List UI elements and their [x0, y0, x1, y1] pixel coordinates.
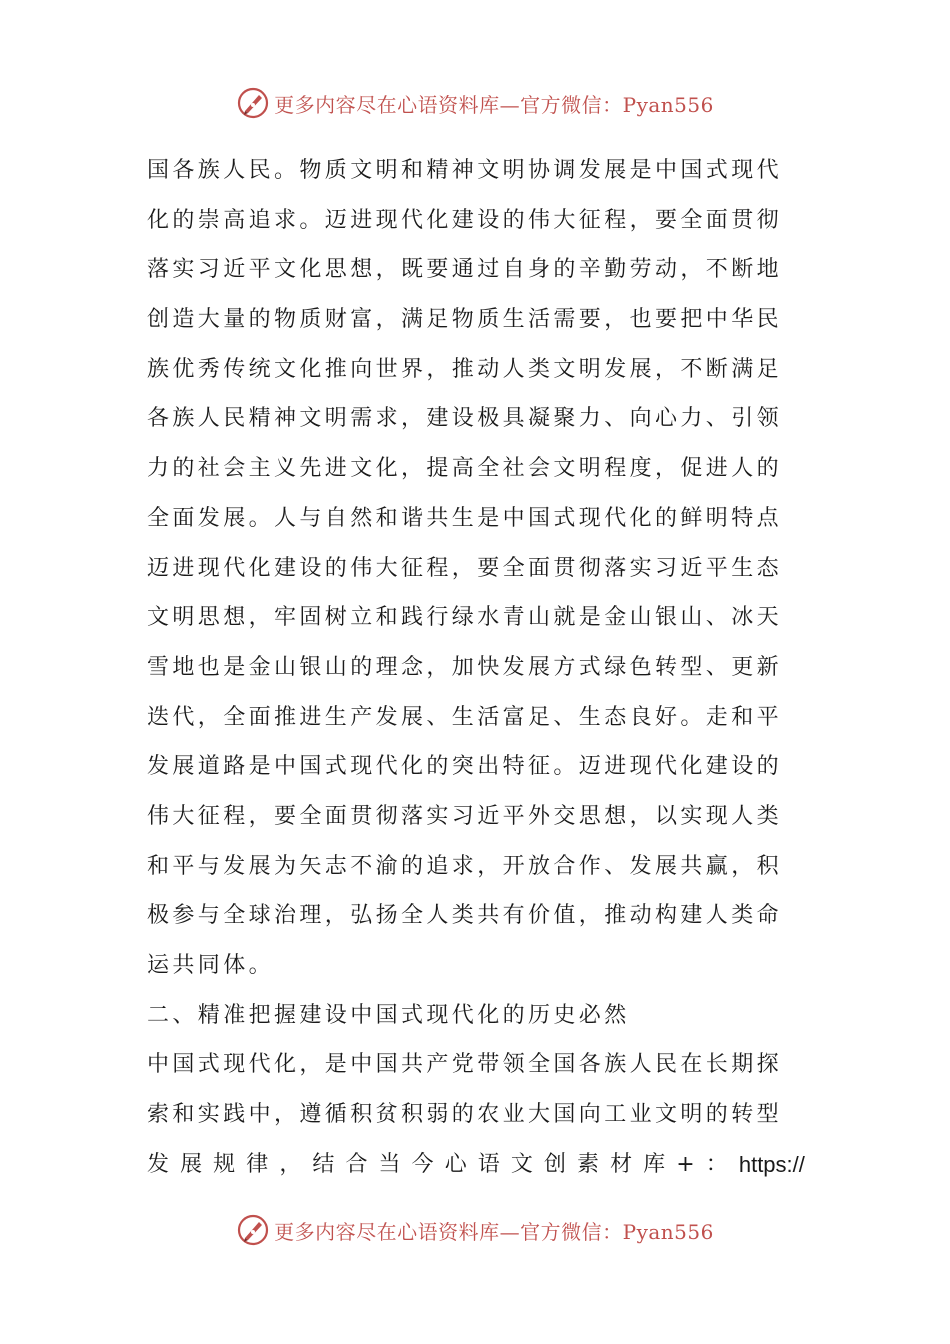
text-line: 伟大征程，要全面贯彻落实习近平外交思想，以实现人类	[147, 803, 783, 829]
document-body	[147, 146, 805, 1189]
text-line: 力的社会主义先进文化，提高全社会文明程度，促进人的	[147, 456, 783, 482]
text-fragment: 结	[312, 1151, 338, 1177]
text-line: 族优秀传统文化推向世界，推动人类文明发展，不断满足	[147, 356, 783, 382]
text-fragment: 规	[213, 1151, 239, 1177]
text-fragment: https://	[738, 1151, 805, 1177]
text-line: 雪地也是金山银山的理念，加快发展方式绿色转型、更新	[147, 654, 783, 680]
section-heading: 二、精准把握建设中国式现代化的历史必然	[147, 1002, 630, 1028]
text-fragment: 心	[444, 1151, 471, 1177]
watermark-text: 更多内容尽在心语资料库—官方微信：Pyan556	[274, 92, 714, 117]
text-fragment: 合	[345, 1151, 371, 1177]
text-line: 国各族人民。物质文明和精神文明协调发展是中国式现代	[147, 158, 783, 183]
text-line: 全面发展。人与自然和谐共生是中国式现代化的鲜明特点	[147, 505, 783, 531]
text-fragment: 发	[147, 1151, 173, 1177]
text-line: 运共同体。	[147, 953, 275, 978]
text-fragment: 材	[610, 1151, 636, 1177]
text-fragment: 创	[543, 1151, 570, 1177]
text-line-justified	[147, 1140, 805, 1190]
text-line: 文明思想，牢固树立和践行绿水青山就是金山银山、冰天	[147, 605, 783, 631]
text-fragment: 当	[378, 1151, 404, 1177]
pen-circle-logo-icon	[236, 86, 270, 120]
text-line: 和平与发展为矢志不渝的追求，开放合作、发展共赢，积	[147, 853, 783, 879]
text-fragment: 素	[577, 1151, 603, 1177]
pen-circle-logo-icon	[236, 1213, 270, 1247]
text-line: 迭代，全面推进生产发展、生活富足、生态良好。走和平	[147, 704, 783, 730]
text-fragment: 律	[246, 1151, 272, 1177]
text-line: 极参与全球治理，弘扬全人类共有价值，推动构建人类命	[147, 903, 783, 929]
text-line: 中国式现代化，是中国共产党带领全国各族人民在长期探	[147, 1052, 783, 1078]
header-watermark-banner	[0, 83, 950, 123]
text-fragment: 语	[477, 1151, 504, 1177]
text-fragment: 文	[510, 1151, 537, 1177]
text-fragment: +	[676, 1151, 699, 1177]
text-line: 落实习近平文化思想，既要通过自身的辛勤劳动，不断地	[147, 257, 783, 283]
watermark-text: 更多内容尽在心语资料库—官方微信：Pyan556	[274, 1219, 714, 1244]
text-fragment: 库	[643, 1151, 669, 1177]
text-line: 化的崇高追求。迈进现代化建设的伟大征程，要全面贯彻	[147, 207, 783, 233]
text-line: 创造大量的物质财富，满足物质生活需要，也要把中华民	[147, 307, 783, 333]
text-fragment: ，	[279, 1151, 305, 1177]
text-line: 索和实践中，遵循积贫积弱的农业大国向工业文明的转型	[147, 1102, 783, 1128]
text-fragment: 展	[180, 1151, 206, 1177]
text-line: 发展道路是中国式现代化的突出特征。迈进现代化建设的	[147, 754, 783, 780]
text-fragment: ：	[705, 1151, 732, 1177]
text-line: 各族人民精神文明需求，建设极具凝聚力、向心力、引领	[147, 406, 783, 432]
text-fragment: 今	[411, 1151, 438, 1177]
text-line: 迈进现代化建设的伟大征程，要全面贯彻落实习近平生态	[147, 555, 783, 581]
footer-watermark-banner	[0, 1210, 950, 1250]
